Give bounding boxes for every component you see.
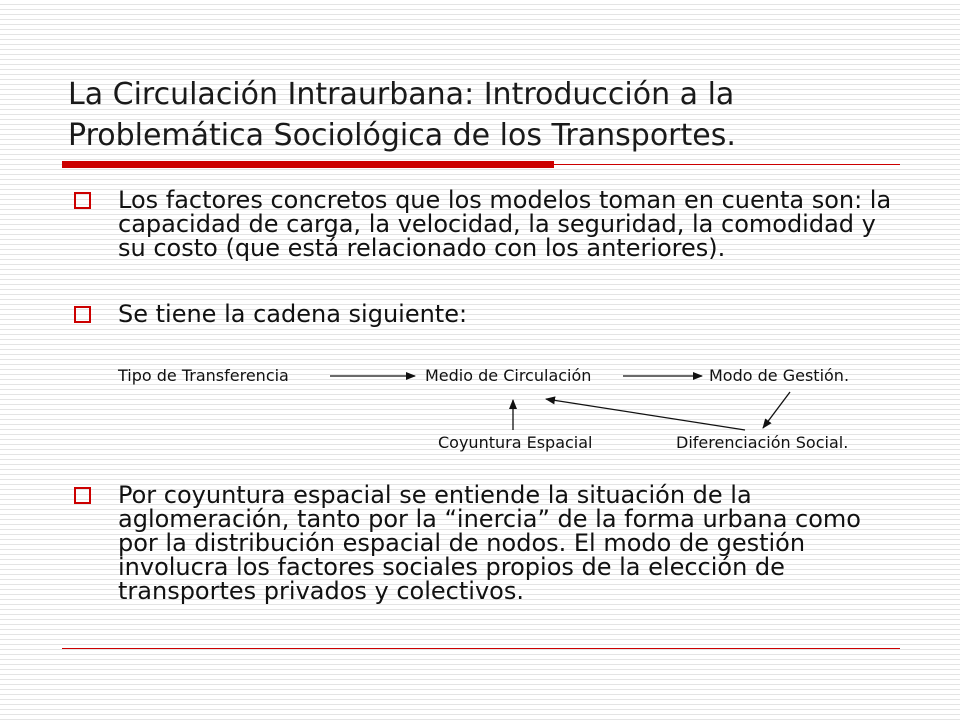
- bullet-item-factores: [74, 188, 904, 260]
- bullet-text: Se tiene la cadena siguiente:: [118, 300, 468, 328]
- title-underline-thin: [62, 164, 900, 165]
- bullet-square-icon: [74, 192, 91, 209]
- bullet-item-cadena: [74, 302, 904, 326]
- arrow-diferenciacion-to-medio: [546, 399, 745, 430]
- slide-title: La Circulación Intraurbana: Introducción a la Problemática Sociológica de los Transportes.: [68, 77, 736, 153]
- bullet-text: Por coyuntura espacial se entiende la situación de la aglomeración, tanto por la “inercia” de la forma urbana como por la distribución espacial de nodos. El modo de gestión involucra los factores sociales propios de la elección de transportes privados y colectivos.: [118, 481, 861, 605]
- footer-rule: [62, 648, 900, 649]
- bullet-text: Los factores concretos que los modelos toman en cuenta son: la capacidad de carga, la velocidad, la seguridad, la comodidad y su costo (que está relacionado con los anteriores).: [118, 186, 892, 262]
- arrow-modo-to-diferenciacion: [763, 392, 790, 428]
- node-diferenciacion-social: Diferenciación Social.: [676, 433, 849, 452]
- bullet-item-coyuntura: [74, 483, 904, 603]
- node-medio-circulacion: Medio de Circulación: [425, 366, 592, 385]
- bullet-square-icon: [74, 306, 91, 323]
- node-modo-gestion: Modo de Gestión.: [709, 366, 850, 385]
- node-coyuntura-espacial: Coyuntura Espacial: [438, 433, 593, 452]
- bullet-square-icon: [74, 487, 91, 504]
- node-tipo-transferencia: Tipo de Transferencia: [118, 366, 289, 385]
